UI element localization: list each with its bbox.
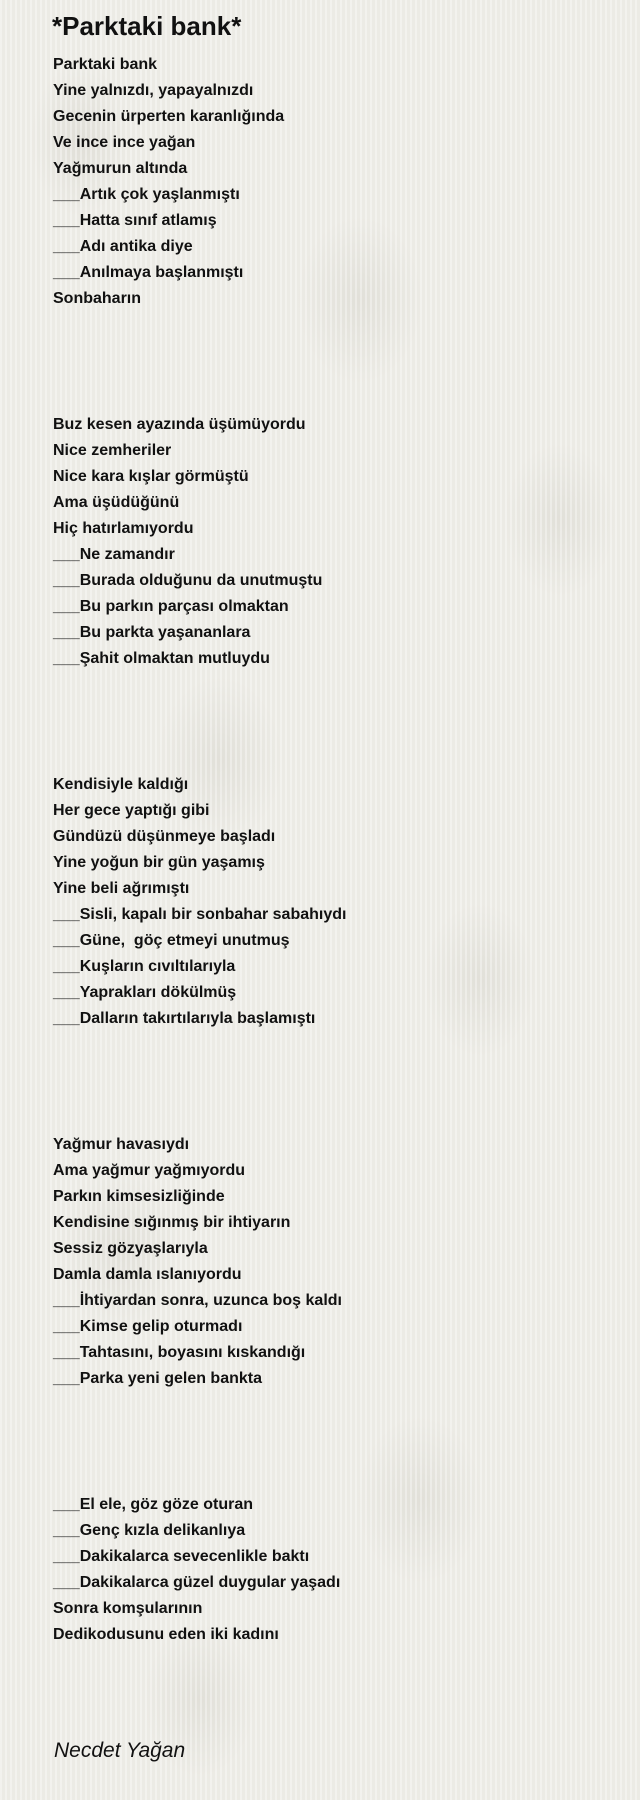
poem-title: *Parktaki bank* xyxy=(52,11,242,41)
poem-line: ___Kuşların cıvıltılarıyla xyxy=(53,958,236,975)
poem-line: ___Sisli, kapalı bir sonbahar sabahıydı xyxy=(53,906,347,923)
poem-line: Yine yalnızdı, yapayalnızdı xyxy=(53,82,254,99)
poem-line: Dedikodusunu eden iki kadını xyxy=(53,1626,279,1643)
poem-line: Damla damla ıslanıyordu xyxy=(53,1266,242,1283)
poem-line: Nice kara kışlar görmüştü xyxy=(53,468,249,485)
poem-line: Sonbaharın xyxy=(53,290,142,307)
poem-line: ___İhtiyardan sonra, uzunca boş kaldı xyxy=(53,1292,342,1309)
poem-line: Yine beli ağrımıştı xyxy=(53,880,190,897)
poem-line: Gecenin ürperten karanlığında xyxy=(53,108,285,125)
poem-line: ___Tahtasını, boyasını kıskandığı xyxy=(53,1344,306,1361)
poem-line: Gündüzü düşünmeye başladı xyxy=(53,828,276,845)
poem-body xyxy=(53,52,613,1648)
poem-line: ___Bu parkın parçası olmaktan xyxy=(53,598,289,615)
poem-line: Yağmur havasıydı xyxy=(53,1136,190,1153)
poem-line: ___Şahit olmaktan mutluydu xyxy=(53,650,270,667)
poem-line: ___Parka yeni gelen bankta xyxy=(53,1370,262,1387)
poem-line: Parkın kimsesizliğinde xyxy=(53,1188,225,1205)
poem-line: Sessiz gözyaşlarıyla xyxy=(53,1240,208,1257)
poem-line: ___Adı antika diye xyxy=(53,238,193,255)
poem-line: ___Bu parkta yaşananlara xyxy=(53,624,251,641)
poem-line: Yağmurun altında xyxy=(53,160,188,177)
stanza-4 xyxy=(53,1132,613,1392)
poem-line: Yine yoğun bir gün yaşamış xyxy=(53,854,265,871)
poem-line: ___Genç kızla delikanlıya xyxy=(53,1522,246,1539)
poem-line: ___Burada olduğunu da unutmuştu xyxy=(53,572,323,589)
poem-line: ___El ele, göz göze oturan xyxy=(53,1496,254,1513)
poem-line: Buz kesen ayazında üşümüyordu xyxy=(53,416,306,433)
poem-line: ___Güne, göç etmeyi unutmuş xyxy=(53,932,290,949)
poem-line: Ama yağmur yağmıyordu xyxy=(53,1162,246,1179)
poem-author: Necdet Yağan xyxy=(54,1739,186,1762)
poem-line: ___Yaprakları dökülmüş xyxy=(53,984,237,1001)
poem-line: Hiç hatırlamıyordu xyxy=(53,520,194,537)
poem-line: ___Dakikalarca sevecenlikle baktı xyxy=(53,1548,310,1565)
poem-line: Kendisiyle kaldığı xyxy=(53,776,189,793)
poem-line: ___Anılmaya başlanmıştı xyxy=(53,264,244,281)
stanza-spacer xyxy=(53,672,613,772)
stanza-1 xyxy=(53,52,613,312)
poem-line: Kendisine sığınmış bir ihtiyarın xyxy=(53,1214,291,1231)
stanza-spacer xyxy=(53,312,613,412)
poem-line: Ama üşüdüğünü xyxy=(53,494,180,511)
poem-line: ___Kimse gelip oturmadı xyxy=(53,1318,243,1335)
stanza-spacer xyxy=(53,1392,613,1492)
poem-line: ___Dalların takırtılarıyla başlamıştı xyxy=(53,1010,316,1027)
stanza-spacer xyxy=(53,1032,613,1132)
poem-line: Nice zemheriler xyxy=(53,442,172,459)
poem-line: Sonra komşularının xyxy=(53,1600,203,1617)
stanza-3 xyxy=(53,772,613,1032)
poem-line: ___Dakikalarca güzel duygular yaşadı xyxy=(53,1574,341,1591)
poem-line: ___Ne zamandır xyxy=(53,546,175,563)
poem-line: ___Hatta sınıf atlamış xyxy=(53,212,217,229)
stanza-5 xyxy=(53,1492,613,1648)
poem-line: ___Artık çok yaşlanmıştı xyxy=(53,186,240,203)
stanza-2 xyxy=(53,412,613,672)
poem-line: Parktaki bank xyxy=(53,56,158,73)
poem-line: Her gece yaptığı gibi xyxy=(53,802,210,819)
poem-line: Ve ince ince yağan xyxy=(53,134,196,151)
